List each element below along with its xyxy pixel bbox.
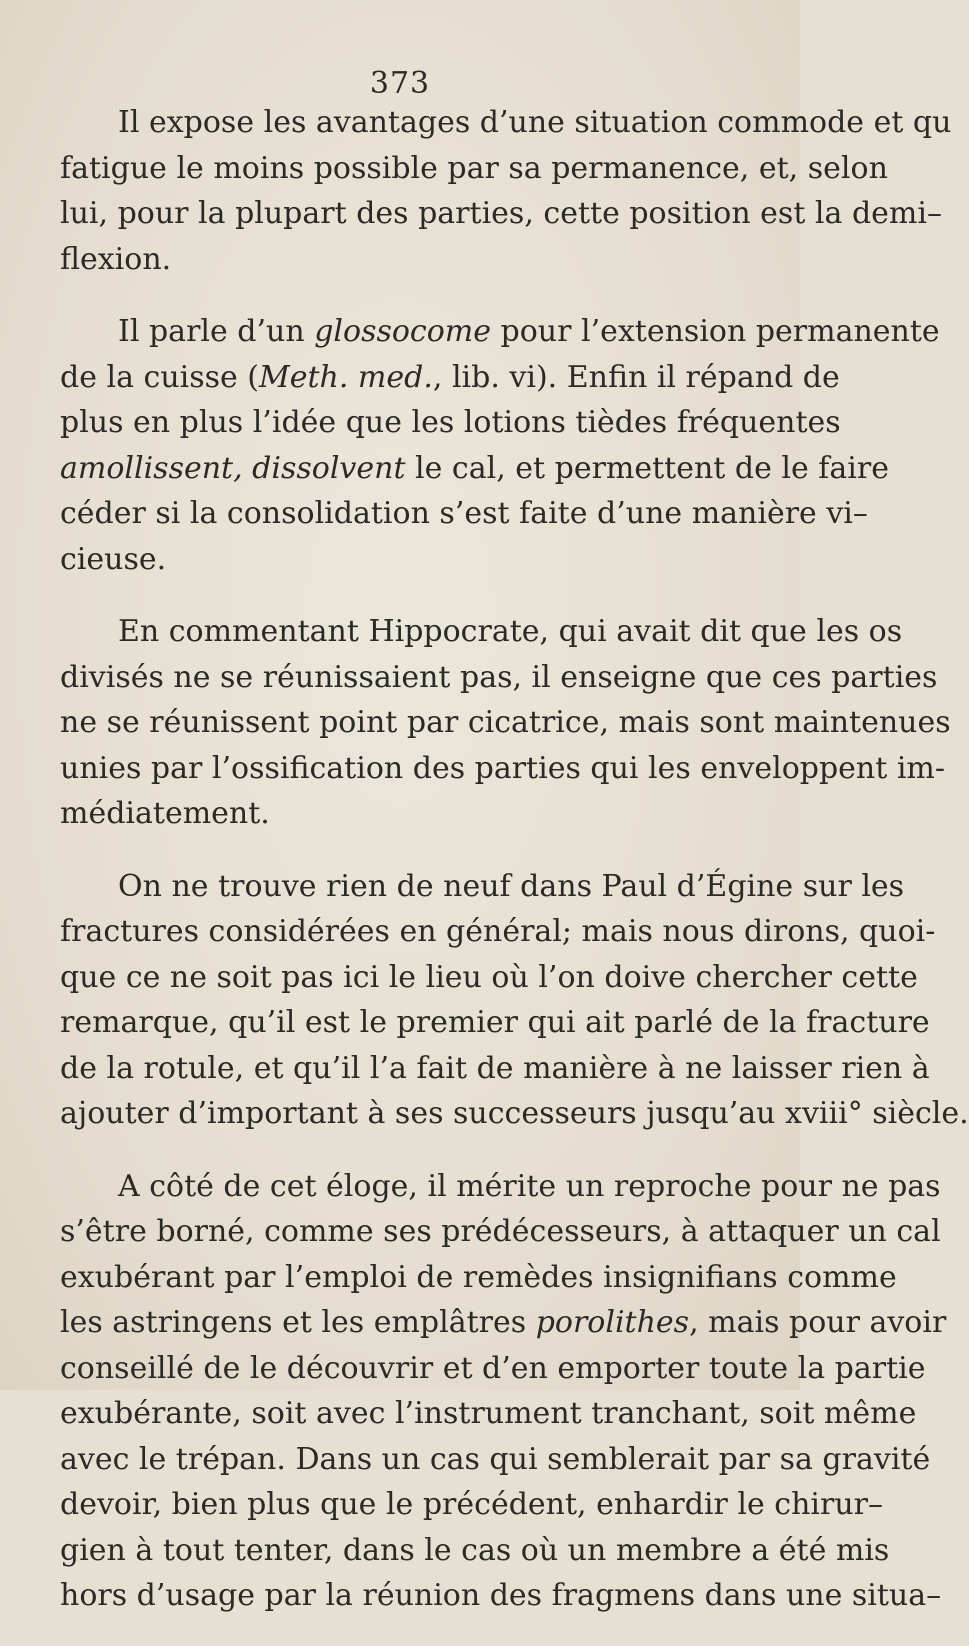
paragraph — [60, 864, 969, 1137]
text-line: exubérant par l’emploi de remèdes insignifians comme — [60, 1259, 897, 1295]
paragraph — [60, 609, 951, 837]
paragraph — [60, 1164, 947, 1619]
text-line: céder si la consolidation s’est faite d’une manière vi– — [60, 496, 868, 531]
text-line: Il expose les avantages d’une situation commode et qu — [118, 105, 952, 140]
text-line: conseillé de le découvrir et d’en emporter toute la partie — [60, 1350, 926, 1386]
text-line: fractures considérées en général; mais nous dirons, quoi- — [60, 914, 936, 949]
text-line: s’être borné, comme ses prédécesseurs, à attaquer un cal — [60, 1214, 941, 1249]
text-line: hors d’usage par la réunion des fragmens dans une situa– — [60, 1578, 942, 1613]
page-number: 373 — [369, 66, 431, 101]
text-line: de la rotule, et qu’il l’a fait de manière à ne laisser rien à — [60, 1050, 930, 1086]
text-line: fatigue le moins possible par sa permanence, et, selon — [60, 150, 888, 186]
text-line: Il parle d’un glossocome pour l’extension permanente — [118, 314, 940, 349]
paragraph — [60, 309, 940, 582]
text-line: de la cuisse (Meth. med., lib. vi). Enfin il répand de — [60, 359, 840, 395]
paragraph — [60, 100, 952, 282]
text-line: que ce ne soit pas ici le lieu où l’on doive chercher cette — [60, 959, 918, 995]
text-line: ne se réunissent point par cicatrice, mais sont maintenues — [60, 705, 951, 740]
text-line: cieuse. — [60, 541, 167, 577]
text-line: gien à tout tenter, dans le cas où un membre a été mis — [60, 1532, 890, 1568]
text-line: divisés ne se réunissaient pas, il enseigne que ces parties — [60, 659, 938, 695]
text-line: devoir, bien plus que le précédent, enhardir le chirur– — [60, 1487, 884, 1522]
text-line: amollissent, dissolvent le cal, et permettent de le faire — [60, 450, 889, 486]
text-line: plus en plus l’idée que les lotions tièdes fréquentes — [60, 405, 841, 440]
text-line: A côté de cet éloge, il mérite un reproche pour ne pas — [118, 1168, 941, 1204]
body-text — [60, 100, 969, 1646]
text-line: ajouter d’important à ses successeurs jusqu’au xviii° siècle. — [60, 1096, 969, 1131]
text-line: médiatement. — [60, 796, 270, 831]
text-line: les astringens et les emplâtres porolithes, mais pour avoir — [60, 1305, 947, 1340]
text-line: On ne trouve rien de neuf dans Paul d’Égine sur les — [118, 868, 905, 904]
text-line: exubérante, soit avec l’instrument tranchant, soit même — [60, 1396, 917, 1431]
text-line: avec le trépan. Dans un cas qui semblerait par sa gravité — [60, 1441, 931, 1477]
text-line: remarque, qu’il est le premier qui ait parlé de la fracture — [60, 1005, 930, 1040]
text-line: flexion. — [60, 241, 172, 277]
text-line: En commentant Hippocrate, qui avait dit que les os — [118, 614, 903, 649]
text-line: unies par l’ossification des parties qui les enveloppent im- — [60, 750, 946, 786]
text-line: lui, pour la plupart des parties, cette position est la demi– — [60, 196, 942, 231]
